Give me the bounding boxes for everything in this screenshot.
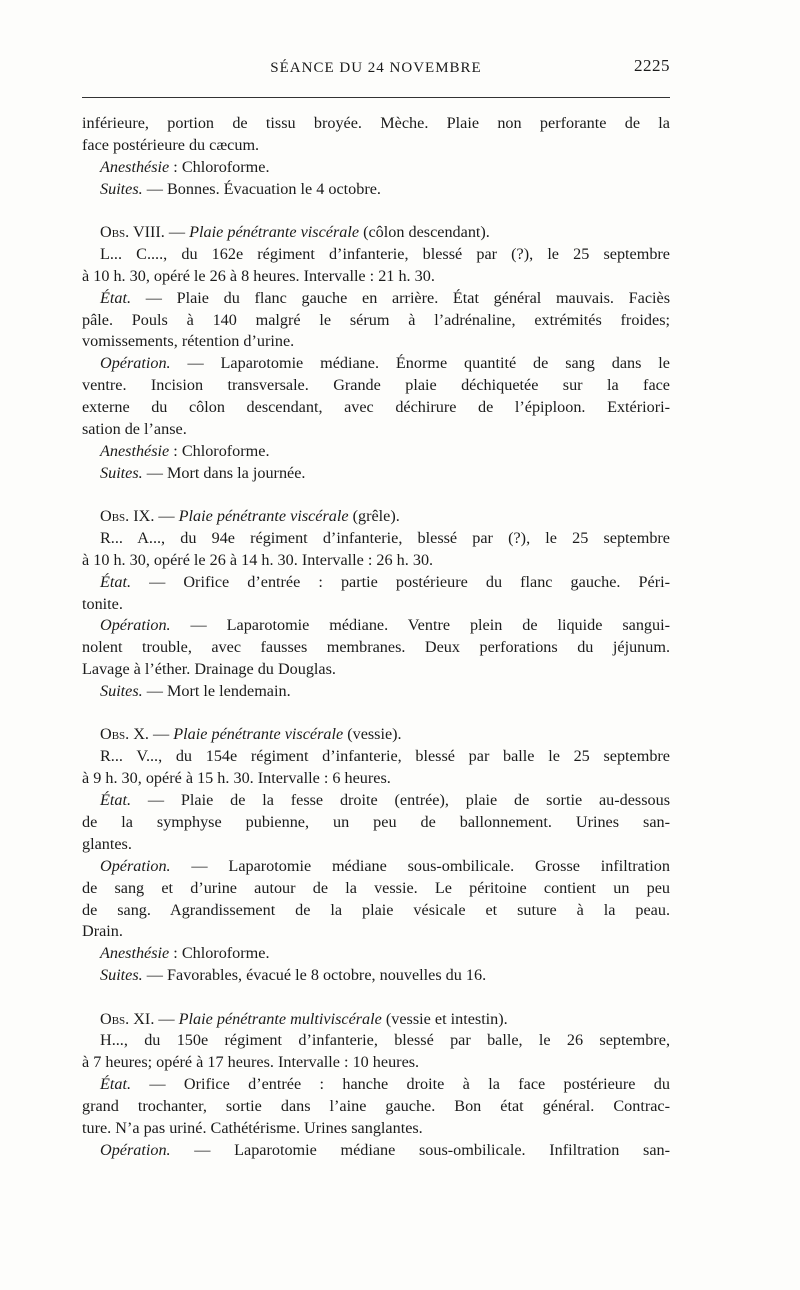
text-line: État. — Plaie du flanc gauche en arrière. État général mauvais. Faciès — [100, 288, 670, 307]
observation-label: Obs. XI. — [100, 1009, 155, 1028]
text-line: de sang. Agrandissement de la plaie vésicale et suture à la peau. — [82, 900, 670, 919]
italic-heading: Plaie pénétrante viscérale — [178, 507, 349, 526]
observation-paragraph — [82, 222, 670, 485]
italic-heading: Plaie pénétrante multiviscérale — [178, 1009, 382, 1028]
text-line: Suites. — Favorables, évacué le 8 octobre, nouvelles du 16. — [100, 966, 487, 985]
text-line: pâle. Pouls à 140 malgré le sérum à l’adrénaline, extrémités froides; — [82, 310, 670, 329]
section-label: État. — [100, 288, 132, 307]
section-label: Suites. — [100, 966, 143, 985]
observation-label: Obs. IX. — [100, 507, 155, 526]
text-line: vomissements, rétention d’urine. — [82, 332, 295, 351]
section-label: Opération. — [100, 354, 171, 373]
section-label: Suites. — [100, 463, 143, 482]
italic-heading: Plaie pénétrante viscérale — [173, 725, 344, 744]
text-line: à 10 h. 30, opéré le 26 à 8 heures. Intervalle : 21 h. 30. — [82, 266, 435, 285]
observation-paragraph — [82, 506, 670, 703]
text-line: État. — Plaie de la fesse droite (entrée), plaie de sortie au-dessous — [100, 791, 670, 810]
text-line: glantes. — [82, 834, 132, 853]
text-line: Opération. — Laparotomie médiane sous-ombilicale. Infiltration san- — [100, 1140, 670, 1159]
text-line: Opération. — Laparotomie médiane. Énorme quantité de sang dans le — [100, 354, 670, 373]
observation-label: Obs. VIII. — [100, 222, 165, 241]
text-line: Obs. XI. — Plaie pénétrante multiviscérale (vessie et intestin). — [100, 1009, 508, 1028]
text-line: Obs. IX. — Plaie pénétrante viscérale (grêle). — [100, 507, 400, 526]
text-line: Opération. — Laparotomie médiane. Ventre plein de liquide sangui- — [100, 616, 670, 635]
text-line: inférieure, portion de tissu broyée. Mèche. Plaie non perforante de la — [82, 114, 670, 132]
text-line: Anesthésie : Chloroforme. — [100, 157, 270, 176]
text-line: R... V..., du 154e régiment d’infanterie, blessé par balle le 25 septembre — [100, 747, 670, 766]
section-label: Anesthésie — [100, 157, 170, 176]
paragraph-gap — [82, 201, 670, 222]
text-line: face postérieure du cæcum. — [82, 135, 260, 154]
text-line: Obs. VIII. — Plaie pénétrante viscérale (côlon descendant). — [100, 222, 490, 241]
running-title: SÉANCE DU 24 NOVEMBRE — [270, 60, 482, 76]
text-line: Lavage à l’éther. Drainage du Douglas. — [82, 660, 336, 679]
text-line: nolent trouble, avec fausses membranes. Deux perforations du jéjunum. — [82, 638, 670, 657]
paragraph-gap — [82, 703, 670, 724]
section-label: Suites. — [100, 682, 143, 701]
text-line: État. — Orifice d’entrée : hanche droite à la face postérieure du — [100, 1075, 670, 1094]
header-rule — [82, 97, 670, 98]
section-label: État. — [100, 1075, 132, 1094]
section-label: Opération. — [100, 616, 171, 635]
observation-paragraph — [82, 113, 670, 201]
text-line: Drain. — [82, 922, 123, 941]
text-line: de la symphyse pubienne, un peu de ballonnement. Urines san- — [82, 813, 670, 831]
text-line: Suites. — Bonnes. Évacuation le 4 octobre. — [100, 179, 381, 198]
page-body — [82, 113, 670, 1162]
text-line: externe du côlon descendant, avec déchirure de l’épiploon. Extériori- — [82, 398, 670, 417]
section-label: État. — [100, 572, 132, 591]
text-line: ventre. Incision transversale. Grande plaie déchiquetée sur la face — [82, 376, 670, 395]
italic-heading: Plaie pénétrante viscérale — [189, 222, 360, 241]
section-label: Opération. — [100, 1140, 171, 1159]
text-line: Opération. — Laparotomie médiane sous-ombilicale. Grosse infiltration — [100, 856, 670, 875]
paragraph-gap — [82, 987, 670, 1008]
text-line: Anesthésie : Chloroforme. — [100, 441, 270, 460]
section-label: Suites. — [100, 179, 143, 198]
section-label: Opération. — [100, 856, 171, 875]
observation-label: Obs. X. — [100, 725, 149, 744]
text-line: sation de l’anse. — [82, 419, 187, 438]
text-line: à 9 h. 30, opéré à 15 h. 30. Intervalle : 6 heures. — [82, 769, 391, 788]
text-line: État. — Orifice d’entrée : partie postérieure du flanc gauche. Péri- — [100, 572, 670, 591]
text-line: à 10 h. 30, opéré le 26 à 14 h. 30. Intervalle : 26 h. 30. — [82, 550, 434, 569]
text-line: tonite. — [82, 594, 123, 613]
section-label: Anesthésie — [100, 944, 170, 963]
text-line: de sang et d’urine autour de la vessie. Le péritoine contient un peu — [82, 878, 670, 897]
page-header — [82, 56, 670, 84]
text-line: Obs. X. — Plaie pénétrante viscérale (vessie). — [100, 725, 402, 744]
text-line: Suites. — Mort le lendemain. — [100, 682, 291, 701]
page-number: 2225 — [634, 56, 670, 75]
section-label: État. — [100, 791, 132, 810]
text-line: R... A..., du 94e régiment d’infanterie, blessé par (?), le 25 septembre — [100, 528, 670, 547]
paragraph-gap — [82, 485, 670, 506]
observation-paragraph — [82, 724, 670, 987]
text-line: L... C...., du 162e régiment d’infanterie, blessé par (?), le 25 septembre — [100, 244, 670, 263]
text-line: grand trochanter, sortie dans l’aine gauche. Bon état général. Contrac- — [82, 1097, 670, 1116]
text-line: à 7 heures; opéré à 17 heures. Intervalle : 10 heures. — [82, 1053, 420, 1072]
text-line: H..., du 150e régiment d’infanterie, blessé par balle, le 26 septembre, — [100, 1031, 670, 1050]
text-line: ture. N’a pas uriné. Cathétérisme. Urines sanglantes. — [82, 1118, 423, 1137]
observation-paragraph — [82, 1009, 670, 1162]
section-label: Anesthésie — [100, 441, 170, 460]
text-line: Suites. — Mort dans la journée. — [100, 463, 306, 482]
text-line: Anesthésie : Chloroforme. — [100, 944, 270, 963]
